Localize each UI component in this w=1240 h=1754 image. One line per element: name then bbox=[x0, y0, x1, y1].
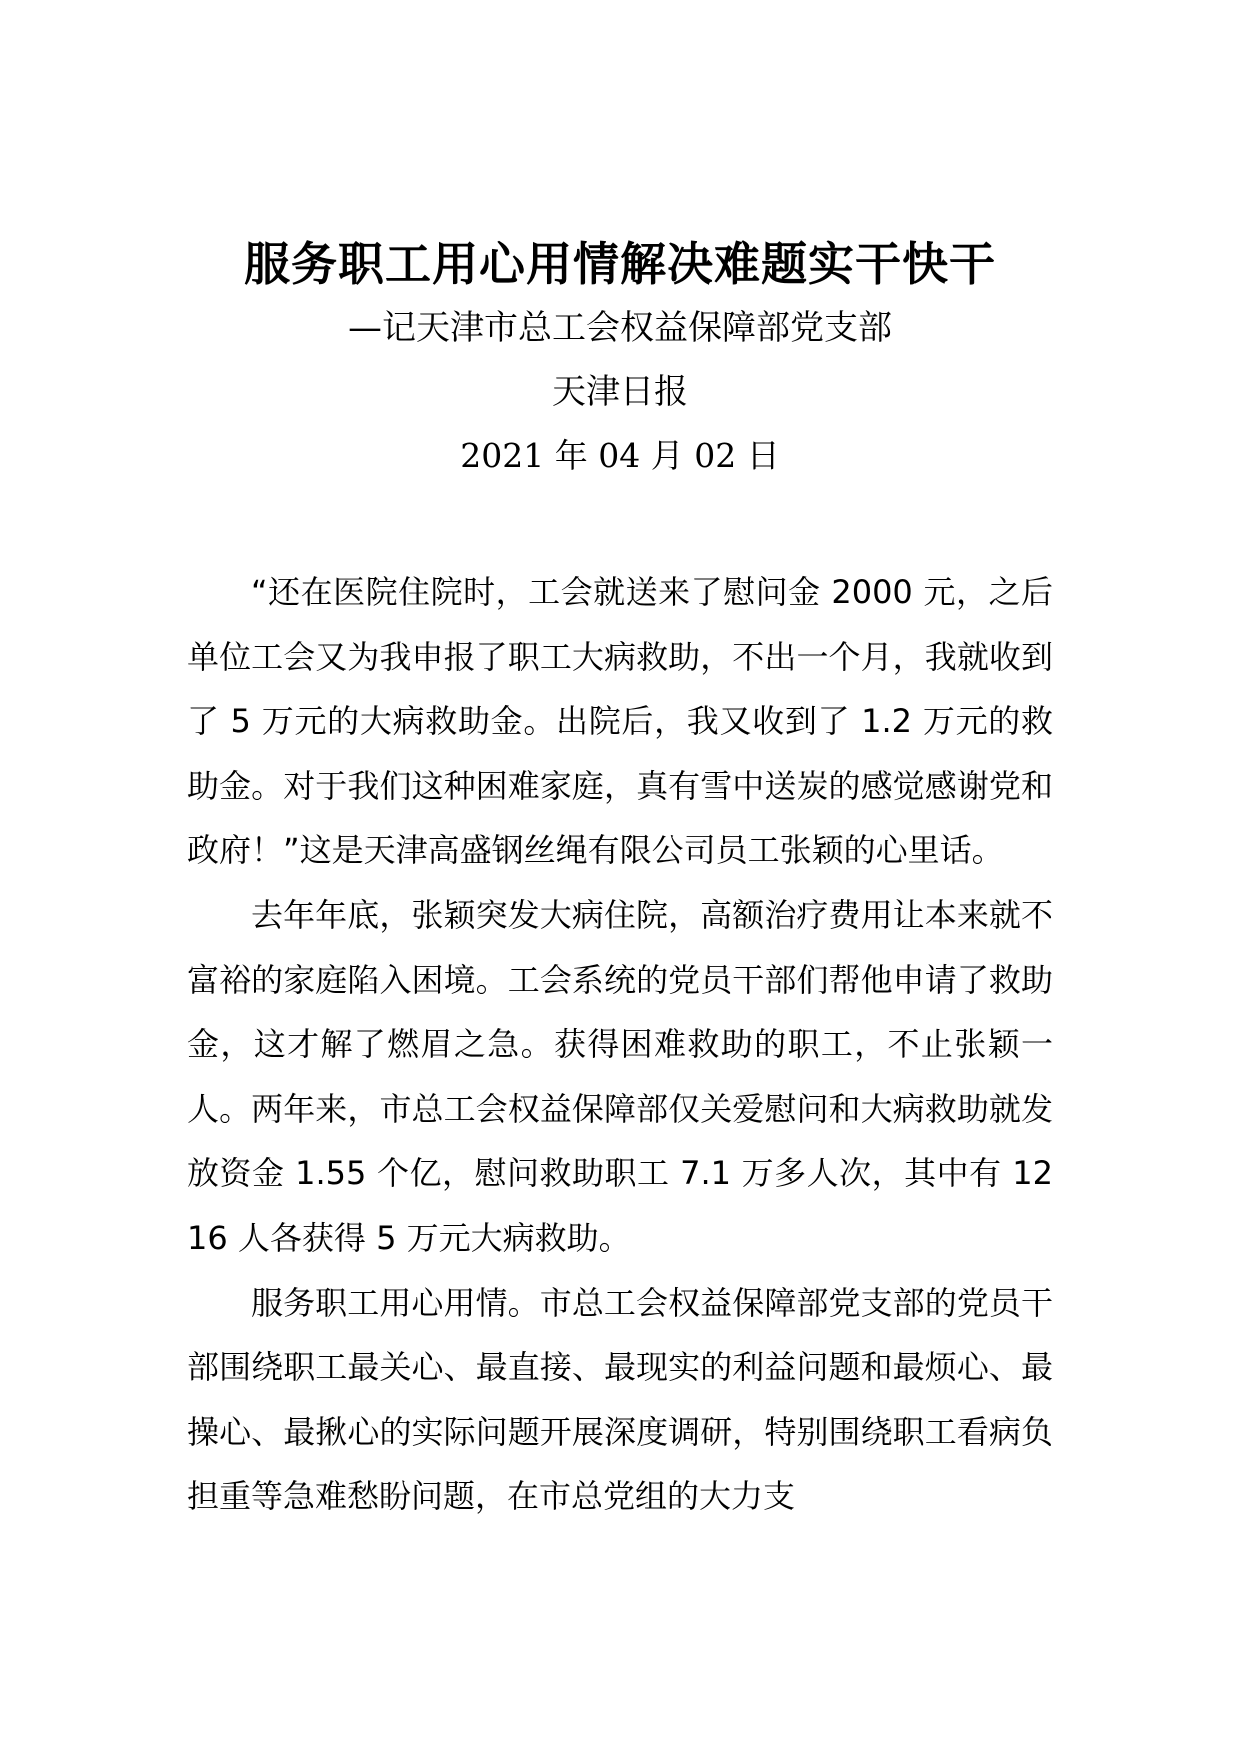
article-title: 服务职工用心用情解决难题实干快干 bbox=[244, 237, 996, 291]
article-subtitle: —记天津市总工会权益保障部党支部 bbox=[348, 308, 892, 348]
body-paragraph: 服务职工用心用情。市总工会权益保障部党支部的党员干部围绕职工最关心、最直接、最现实的利益问题和最烦心、最操心、最揪心的实际问题开展深度调研，特别围绕职工看病负担重等急难愁盼问题，在市总党组的大力支 bbox=[187, 1283, 1053, 1516]
body-paragraph: “还在医院住院时，工会就送来了慰问金 2000 元，之后单位工会又为我申报了职工大病救助，不出一个月，我就收到了 5 万元的大病救助金。出院后，我又收到了 1.2 万元的救助金。对于我们这种困难家庭，真有雪中送炭的感觉感谢党和政府！”这是天津高盛钢丝绳有限公司员工张颖的心里话。 bbox=[187, 573, 1053, 870]
article-source: 天津日报 bbox=[552, 372, 688, 412]
body-paragraph: 去年年底，张颖突发大病住院，高额治疗费用让本来就不富裕的家庭陷入困境。工会系统的党员干部们帮他申请了救助金，这才解了燃眉之急。获得困难救助的职工，不止张颖一人。两年来，市总工会权益保障部仅关爱慰问和大病救助就发放资金 1.55 个亿，慰问救助职工 7.1 万多人次，其中有 1216 人各获得 5 万元大病救助。 bbox=[187, 895, 1053, 1257]
article-date: 2021 年 04 月 02 日 bbox=[460, 436, 780, 475]
article-body bbox=[187, 560, 1053, 1529]
